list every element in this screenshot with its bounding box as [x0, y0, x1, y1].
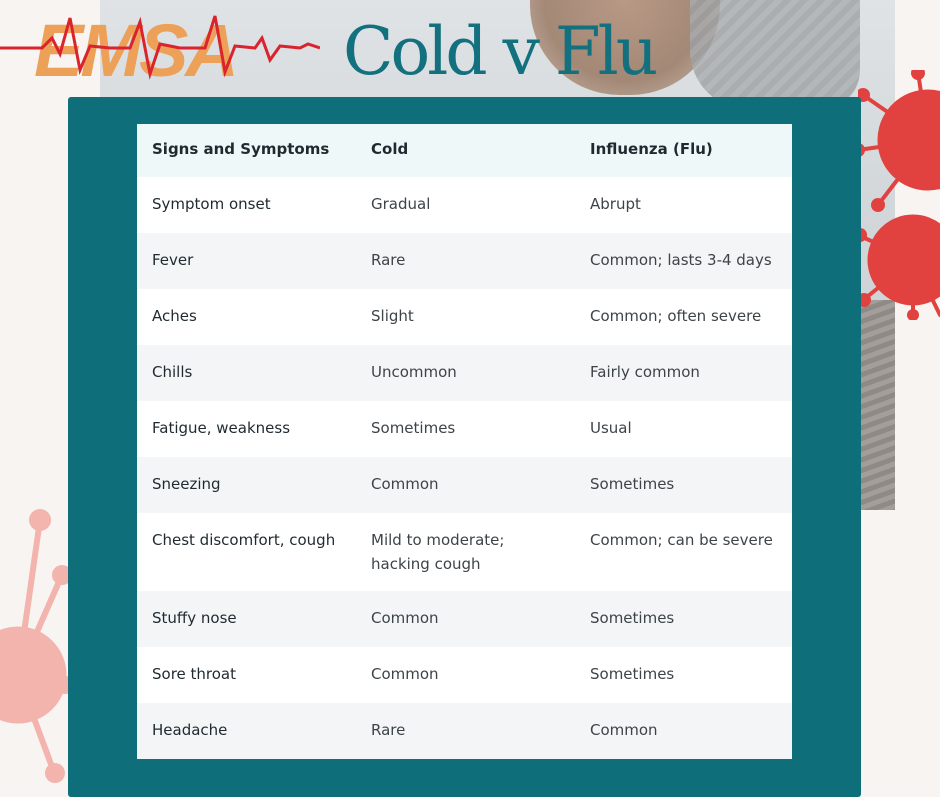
- table-row: [137, 177, 792, 233]
- table-row: [137, 401, 792, 457]
- emsa-logo: [0, 8, 320, 92]
- symptom-cell: Aches: [137, 289, 356, 345]
- cold-cell: Common: [356, 591, 575, 647]
- flu-cell: Fairly common: [575, 345, 792, 401]
- table-row: [137, 289, 792, 345]
- flu-cell: Common; often severe: [575, 289, 792, 345]
- symptom-cell: Chest discomfort, cough: [137, 513, 356, 591]
- flu-cell: Common: [575, 703, 792, 759]
- table-row: [137, 233, 792, 289]
- cold-cell: Gradual: [356, 177, 575, 233]
- person-sleeve: [855, 300, 895, 510]
- person-scarf: [690, 0, 860, 110]
- cold-cell: Rare: [356, 233, 575, 289]
- cold-cell: Slight: [356, 289, 575, 345]
- symptom-cell: Sore throat: [137, 647, 356, 703]
- cold-cell: Sometimes: [356, 401, 575, 457]
- table-header-row: [137, 124, 792, 177]
- header-cold: Cold: [356, 124, 575, 177]
- table-row: [137, 591, 792, 647]
- table-row: [137, 457, 792, 513]
- cold-cell: Common: [356, 457, 575, 513]
- flu-cell: Sometimes: [575, 647, 792, 703]
- cold-cell: Common: [356, 647, 575, 703]
- cold-cell: Mild to moderate; hacking cough: [356, 513, 575, 591]
- flu-cell: Abrupt: [575, 177, 792, 233]
- symptom-cell: Fatigue, weakness: [137, 401, 356, 457]
- flu-cell: Sometimes: [575, 457, 792, 513]
- flu-cell: Usual: [575, 401, 792, 457]
- table-row: [137, 703, 792, 759]
- header-signs-and-symptoms: Signs and Symptoms: [137, 124, 356, 177]
- ekg-line-icon: [0, 8, 320, 92]
- table-row: [137, 513, 792, 591]
- symptom-cell: Symptom onset: [137, 177, 356, 233]
- virus-icon-red: [858, 70, 940, 320]
- symptom-cell: Chills: [137, 345, 356, 401]
- symptom-cell: Stuffy nose: [137, 591, 356, 647]
- symptom-comparison-table: [137, 124, 792, 759]
- flu-cell: Sometimes: [575, 591, 792, 647]
- symptom-cell: Headache: [137, 703, 356, 759]
- logo-text: EMSA: [34, 9, 236, 92]
- cold-cell: Rare: [356, 703, 575, 759]
- flu-cell: Common; can be severe: [575, 513, 792, 591]
- flu-cell: Common; lasts 3-4 days: [575, 233, 792, 289]
- symptom-cell: Sneezing: [137, 457, 356, 513]
- page-title: Cold v Flu: [343, 13, 656, 90]
- cold-cell: Uncommon: [356, 345, 575, 401]
- table-row: [137, 647, 792, 703]
- table-row: [137, 345, 792, 401]
- header-influenza: Influenza (Flu): [575, 124, 792, 177]
- symptom-cell: Fever: [137, 233, 356, 289]
- virus-icon-pink: [0, 505, 70, 788]
